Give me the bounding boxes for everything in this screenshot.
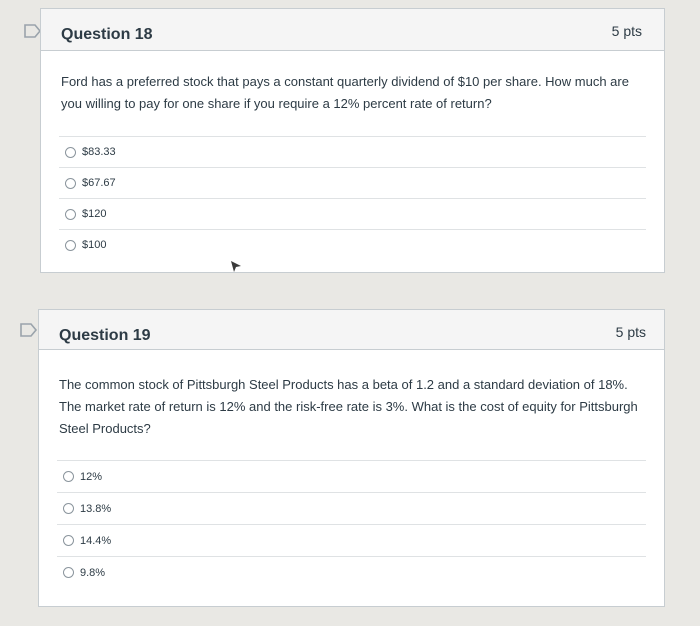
radio-button-icon[interactable] (65, 240, 76, 251)
answer-option[interactable] (59, 167, 646, 198)
radio-button-icon[interactable] (65, 147, 76, 158)
question-18-points: 5 pts (611, 23, 642, 39)
question-19-title: Question 19 (59, 327, 151, 344)
answer-label: 9.8% (80, 566, 106, 579)
radio-button-icon[interactable] (63, 535, 74, 546)
question-18-text: Ford has a preferred stock that pays a constant quarterly dividend of $10 per share. How much are you willing to pay for one share if you require a 12% percent rate of return? (61, 74, 629, 111)
answer-label: $83.33 (82, 146, 116, 158)
radio-button-icon[interactable] (63, 471, 74, 482)
answer-label: 12% (80, 470, 103, 483)
answer-option[interactable] (57, 524, 646, 556)
question-18-title: Question 18 (61, 26, 153, 43)
question-18-header (41, 9, 664, 51)
radio-button-icon[interactable] (65, 178, 76, 189)
answer-option[interactable] (59, 198, 646, 229)
question-19-text: The common stock of Pittsburgh Steel Products has a beta of 1.2 and a standard deviation of 18%. The market rate of return is 12% and the risk-free rate is 3%. What is the cost of equity for Pittsburgh Steel Products? (59, 377, 638, 436)
answer-label: $67.67 (82, 177, 116, 189)
answer-label: 13.8% (80, 502, 112, 515)
answer-label: $120 (82, 208, 107, 220)
radio-button-icon[interactable] (65, 209, 76, 220)
answer-label: 14.4% (80, 534, 112, 547)
question-18-answers (59, 136, 646, 260)
answer-option[interactable] (59, 229, 646, 260)
answer-option[interactable] (57, 460, 646, 492)
radio-button-icon[interactable] (63, 567, 74, 578)
flag-question-19-icon[interactable] (18, 323, 40, 337)
radio-button-icon[interactable] (63, 503, 74, 514)
question-19-points: 5 pts (615, 324, 646, 340)
answer-option[interactable] (57, 492, 646, 524)
question-19-card (38, 309, 665, 607)
answer-label: $100 (82, 239, 107, 251)
mouse-pointer-icon (229, 259, 243, 273)
question-19-header (39, 310, 664, 350)
question-18-card (40, 8, 665, 273)
answer-option[interactable] (59, 136, 646, 167)
question-19-answers (57, 460, 646, 588)
answer-option[interactable] (57, 556, 646, 588)
